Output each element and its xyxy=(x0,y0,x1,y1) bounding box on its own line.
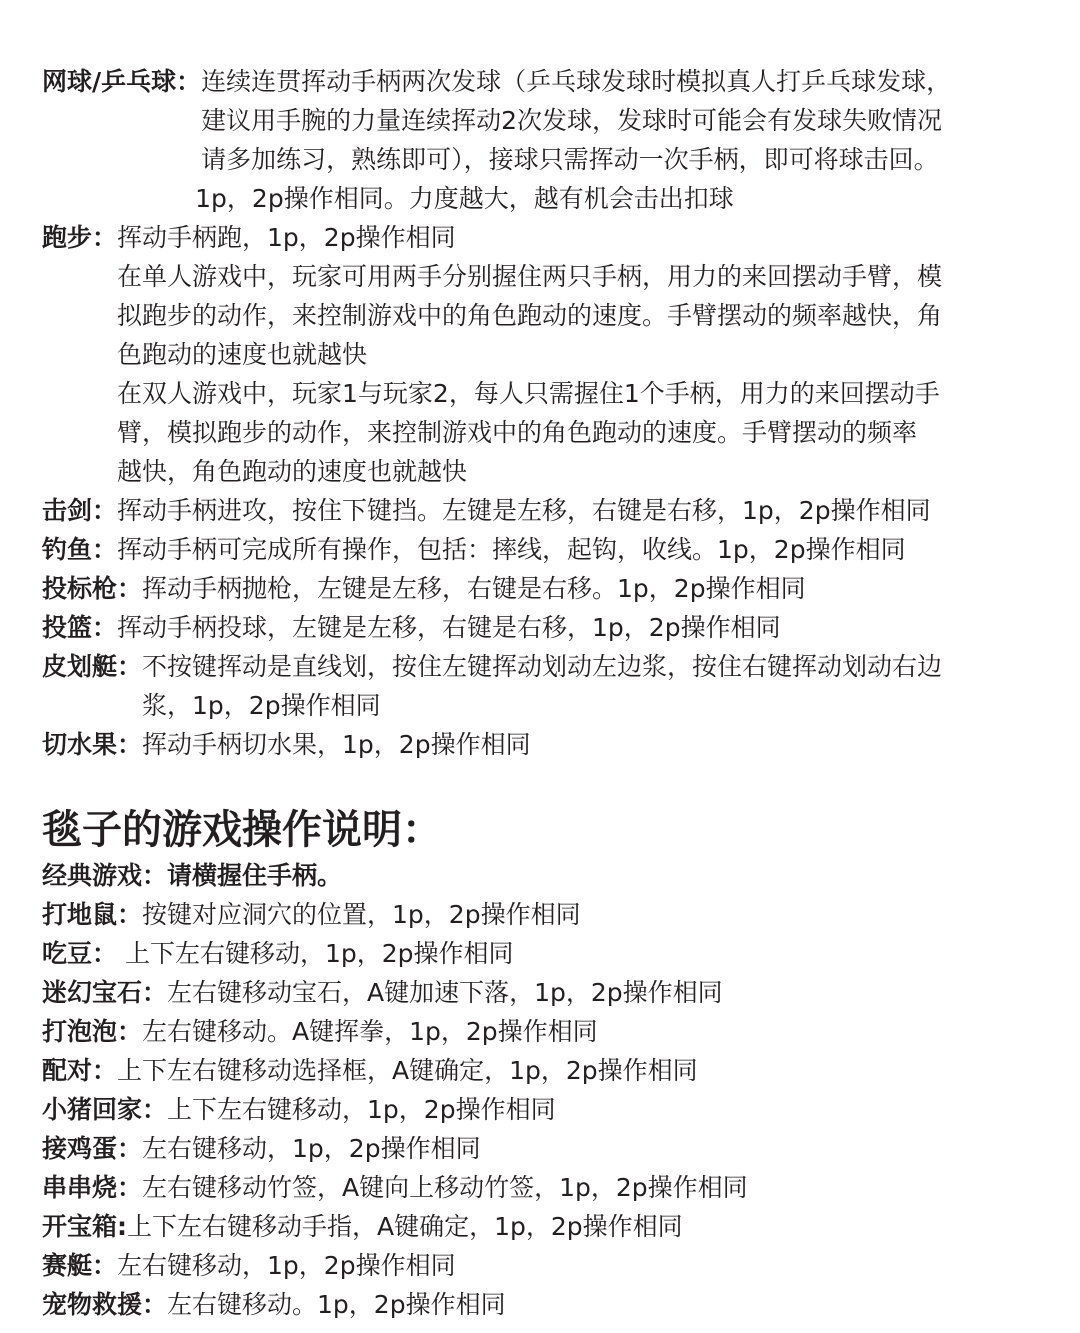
game-term: 打泡泡： xyxy=(42,1017,143,1046)
entry-term: 投标枪： xyxy=(42,574,143,603)
game-term: 开宝箱: xyxy=(42,1212,127,1241)
game-term: 小猪回家： xyxy=(42,1095,168,1124)
game-term: 吃豆： xyxy=(42,939,118,968)
game-rowing xyxy=(42,1246,1052,1285)
game-skewers xyxy=(42,1168,1052,1207)
entry-kayak xyxy=(42,647,1052,725)
game-desc: 上下左右键移动，1p，2p操作相同 xyxy=(167,1095,556,1124)
entry-fishing xyxy=(42,530,1052,569)
entry-term: 皮划艇： xyxy=(42,652,143,681)
entry-desc xyxy=(117,218,1052,491)
desc-line: 不按键挥动是直线划，按住左键挥动划动左边浆，按住右键挥动划动右边 xyxy=(142,652,943,681)
game-desc: 左右键移动，1p，2p操作相同 xyxy=(142,1134,481,1163)
desc-line: 请多加练习，熟练即可），接球只需挥动一次手柄，即可将球击回。 xyxy=(201,145,939,174)
game-treasure-chest xyxy=(42,1207,1052,1246)
game-term: 打地鼠： xyxy=(42,900,143,929)
entry-term: 击剑： xyxy=(42,496,118,525)
game-term: 赛艇： xyxy=(42,1251,118,1280)
entry-running xyxy=(42,218,1052,491)
entry-term: 钓鱼： xyxy=(42,535,118,564)
game-desc: 按键对应洞穴的位置，1p，2p操作相同 xyxy=(142,900,581,929)
entry-tennis-pingpong xyxy=(42,62,1052,218)
desc-line: 挥动手柄投球，左键是左移，右键是右移，1p，2p操作相同 xyxy=(117,613,781,642)
game-desc: 左右键移动。A键挥拳，1p，2p操作相同 xyxy=(142,1017,598,1046)
game-desc: 左右键移动。1p，2p操作相同 xyxy=(167,1290,506,1319)
desc-line: 1p，2p操作相同。力度越大，越有机会击出扣球 xyxy=(195,184,734,213)
blanket-section xyxy=(42,804,1052,1324)
desc-line: 挥动手柄进攻，按住下键挡。左键是左移，右键是右移，1p，2p操作相同 xyxy=(117,496,931,525)
entry-desc xyxy=(117,491,1052,530)
game-desc: 上下左右键移动手指，A键确定，1p，2p操作相同 xyxy=(127,1212,683,1241)
desc-line: 连续连贯挥动手柄两次发球（乒乓球发球时模拟真人打乒乓球发球， xyxy=(201,67,952,96)
game-desc: 左右键移动宝石，A键加速下落，1p，2p操作相同 xyxy=(167,978,723,1007)
desc-line: 在双人游戏中，玩家1与玩家2，每人只需握住1个手柄，用力的来回摆动手 xyxy=(117,379,940,408)
desc-line: 色跑动的速度也就越快 xyxy=(117,340,368,369)
game-bubbles xyxy=(42,1012,1052,1051)
entry-fencing xyxy=(42,491,1052,530)
sports-section xyxy=(42,62,1052,764)
desc-line: 挥动手柄切水果，1p，2p操作相同 xyxy=(142,730,531,759)
entry-desc xyxy=(142,725,1052,764)
desc-line: 挥动手柄跑，1p，2p操作相同 xyxy=(117,223,456,252)
desc-line: 拟跑步的动作，来控制游戏中的角色跑动的速度。手臂摆动的频率越快，角 xyxy=(117,301,943,330)
game-desc: 上下左右键移动，1p，2p操作相同 xyxy=(117,939,514,968)
game-gems xyxy=(42,973,1052,1012)
game-term: 接鸡蛋： xyxy=(42,1134,143,1163)
game-catch-eggs xyxy=(42,1129,1052,1168)
entry-term: 网球/乒乓球： xyxy=(42,67,202,96)
entry-term: 切水果： xyxy=(42,730,143,759)
game-pacman xyxy=(42,934,1052,973)
desc-line: 挥动手柄抛枪，左键是左移，右键是右移。1p，2p操作相同 xyxy=(142,574,806,603)
game-term: 配对： xyxy=(42,1056,118,1085)
section-spacer xyxy=(42,764,1052,804)
section-subtitle: 经典游戏：请横握住手柄。 xyxy=(42,861,343,890)
section-title: 毯子的游戏操作说明： xyxy=(42,807,442,853)
desc-line: 浆，1p，2p操作相同 xyxy=(142,691,381,720)
entry-javelin xyxy=(42,569,1052,608)
entry-desc xyxy=(142,647,1052,725)
desc-line: 在单人游戏中，玩家可用两手分别握住两只手柄，用力的来回摆动手臂，模 xyxy=(117,262,943,291)
desc-line: 臂，模拟跑步的动作，来控制游戏中的角色跑动的速度。手臂摆动的频率 xyxy=(117,418,918,447)
entry-term: 投篮： xyxy=(42,613,118,642)
desc-line: 越快，角色跑动的速度也就越快 xyxy=(117,457,468,486)
game-whack-a-mole xyxy=(42,895,1052,934)
game-desc: 左右键移动竹签，A键向上移动竹签，1p，2p操作相同 xyxy=(142,1173,748,1202)
entry-desc xyxy=(117,608,1052,647)
desc-line: 挥动手柄可完成所有操作，包括：摔线，起钩，收线。1p，2p操作相同 xyxy=(117,535,906,564)
entry-desc xyxy=(117,530,1052,569)
entry-desc xyxy=(142,569,1052,608)
game-pet-rescue xyxy=(42,1285,1052,1324)
entry-fruit-cutting xyxy=(42,725,1052,764)
game-desc: 上下左右键移动选择框，A键确定，1p，2p操作相同 xyxy=(117,1056,698,1085)
game-term: 宠物救援： xyxy=(42,1290,168,1319)
entry-term: 跑步： xyxy=(42,223,118,252)
game-term: 迷幻宝石： xyxy=(42,978,168,1007)
entry-basketball xyxy=(42,608,1052,647)
game-piglet-home xyxy=(42,1090,1052,1129)
instruction-page xyxy=(42,62,1052,1324)
game-desc: 左右键移动，1p，2p操作相同 xyxy=(117,1251,456,1280)
desc-line: 建议用手腕的力量连续挥动2次发球，发球时可能会有发球失败情况 xyxy=(201,106,943,135)
game-term: 串串烧： xyxy=(42,1173,143,1202)
game-matching xyxy=(42,1051,1052,1090)
entry-desc xyxy=(195,62,1052,218)
